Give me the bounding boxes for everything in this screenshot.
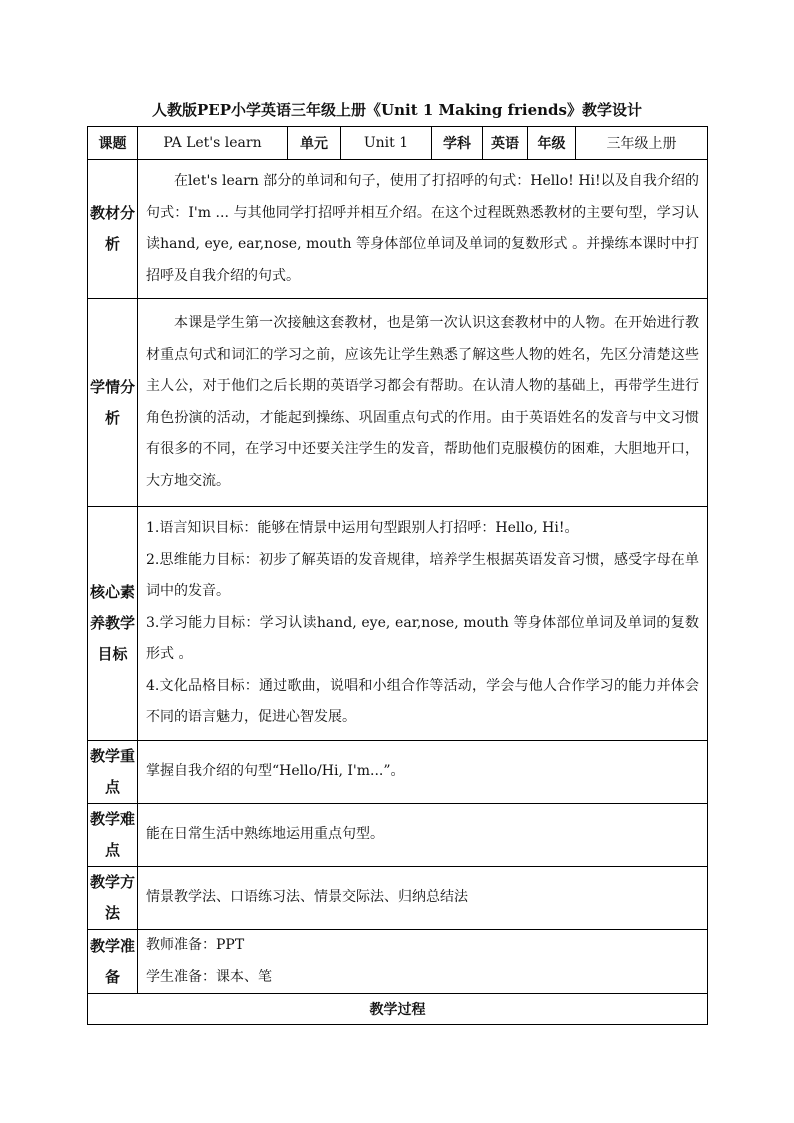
key-points-row [88,741,708,804]
difficulties-text: 能在日常生活中熟练地运用重点句型。 [138,804,708,867]
core-literacy-row [88,507,708,741]
goal-item: 2.思维能力目标：初步了解英语的发音规律，培养学生根据英语发音习惯，感受字母在单词中的发音。 [146,551,699,600]
difficulties-label: 教学难点 [88,804,138,867]
core-literacy-label: 核心素养教学目标 [88,507,138,741]
teacher-preparation: 教师准备：PPT [146,937,245,953]
preparation-text [138,930,708,994]
document-title: 人教版PEP小学英语三年级上册《Unit 1 Making friends》教学设计 [152,101,642,119]
difficulties-row [88,804,708,867]
subject-label: 学科 [432,127,483,160]
goal-item: 1.语言知识目标：能够在情景中运用句型跟别人打招呼：Hello, Hi!。 [146,520,579,537]
topic-value: PA Let's learn [138,127,288,160]
preparation-row [88,930,708,994]
topic-label: 课题 [88,127,138,160]
student-analysis-label: 学情分析 [88,299,138,507]
material-analysis-text: 在let's learn 部分的单词和句子，使用了打招呼的句式：Hello! Hi!以及自我介绍的句式：I'm ... 与其他同学打招呼并相互介绍。在这个过程既熟悉教材的主要句型，学习认读hand, eye, ear,nose, mouth 等身体部位单词及单词的复数形式 。并操练本课时中打招呼及自我介绍的句式。 [138,160,708,299]
subject-value: 英语 [483,127,528,160]
goal-item: 4.文化品格目标：通过歌曲，说唱和小组合作等活动，学会与他人合作学习的能力并体会不同的语言魅力，促进心智发展。 [146,677,699,726]
grade-label: 年级 [528,127,576,160]
process-row [88,994,708,1025]
student-preparation: 学生准备：课本、笔 [146,968,272,985]
methods-label: 教学方法 [88,867,138,930]
methods-row [88,867,708,930]
material-analysis-row [88,160,708,299]
material-analysis-label: 教材分析 [88,160,138,299]
header-row [88,127,708,160]
goal-item: 3.学习能力目标：学习认读hand, eye, ear,nose, mouth 等身体部位单词及单词的复数形式 。 [146,614,699,663]
methods-text: 情景教学法、口语练习法、情景交际法、归纳总结法 [138,867,708,930]
key-points-label: 教学重点 [88,741,138,804]
process-title: 教学过程 [88,994,708,1025]
preparation-label: 教学准备 [88,930,138,994]
grade-value: 三年级上册 [576,127,708,160]
core-literacy-goals [138,507,708,741]
lesson-plan-table [87,126,708,1025]
student-analysis-row [88,299,708,507]
student-analysis-text: 本课是学生第一次接触这套教材，也是第一次认识这套教材中的人物。在开始进行教材重点句式和词汇的学习之前，应该先让学生熟悉了解这些人物的姓名，先区分清楚这些主人公，对于他们之后长期的英语学习都会有帮助。在认清人物的基础上，再带学生进行角色扮演的活动，才能起到操练、巩固重点句式的作用。由于英语姓名的发音与中文习惯有很多的不同，在学习中还要关注学生的发音，帮助他们克服模仿的困难，大胆地开口，大方地交流。 [138,299,708,507]
unit-label: 单元 [288,127,341,160]
key-points-text: 掌握自我介绍的句型“Hello/Hi, I'm...”。 [138,741,708,804]
unit-value: Unit 1 [341,127,432,160]
